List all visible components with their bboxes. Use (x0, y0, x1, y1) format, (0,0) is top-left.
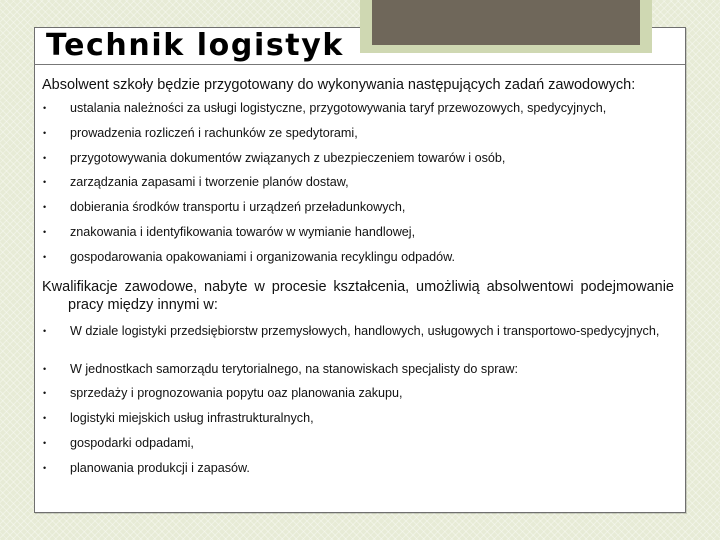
bullet-icon: • (43, 127, 47, 138)
bullet-icon: • (43, 413, 47, 424)
list-item-text: planowania produkcji i zapasów. (70, 460, 250, 475)
list-item-text: gospodarowania opakowaniami i organizowania recyklingu odpadów. (70, 249, 456, 264)
list-item (42, 386, 674, 411)
bullet-icon: • (43, 226, 47, 237)
title-divider (34, 64, 685, 65)
list-item-text: sprzedaży i prognozowania popytu oaz planowania zakupu, (70, 386, 403, 401)
list-item (42, 101, 674, 126)
slide-title: Technik logistyk (46, 28, 344, 63)
bullet-icon: • (43, 251, 47, 262)
list-item-text: dobierania środków transportu i urządzeń przeładunkowych, (70, 200, 406, 215)
bullet-icon: • (43, 202, 47, 213)
list-item-text: logistyki miejskich usług infrastrukturalnych, (70, 411, 314, 426)
bullet-icon: • (43, 152, 47, 163)
bullet-icon: • (43, 325, 47, 336)
tasks-list (42, 101, 674, 275)
list-item (42, 411, 674, 436)
list-item (42, 461, 674, 486)
list-item (42, 436, 674, 461)
list-item (42, 200, 674, 225)
bullet-icon: • (43, 462, 47, 473)
list-item-text: W dziale logistyki przedsiębiorstw przemysłowych, handlowych, usługowych i transportowo-spedycyjnych, (70, 323, 660, 338)
decorative-accent-inner (372, 0, 640, 45)
list-item (42, 126, 674, 151)
section-heading-qualifications: Kwalifikacje zawodowe, nabyte w procesie kształcenia, umożliwią absolwentowi podejmowanie pracy między innymi w: (42, 278, 674, 313)
qualifications-list (42, 324, 674, 486)
list-item-text: znakowania i identyfikowania towarów w wymianie handlowej, (70, 224, 416, 239)
section-heading-tasks: Absolwent szkoły będzie przygotowany do wykonywania następujących zadań zawodowych: (42, 77, 636, 93)
slide-content (42, 76, 674, 486)
bullet-icon: • (43, 363, 47, 374)
list-item-text: ustalania należności za usługi logistyczne, przygotowywania taryf przewozowych, spedycyjnych, (70, 101, 607, 115)
list-item-text: zarządzania zapasami i tworzenie planów dostaw, (70, 175, 349, 190)
list-item-text: przygotowywania dokumentów związanych z ubezpieczeniem towarów i osób, (70, 150, 506, 165)
list-item (42, 250, 674, 275)
bullet-icon: • (43, 177, 47, 188)
bullet-icon: • (43, 388, 47, 399)
list-item (42, 324, 674, 362)
list-item (42, 175, 674, 200)
list-item (42, 151, 674, 176)
list-item-text: gospodarki odpadami, (70, 435, 194, 450)
list-item (42, 225, 674, 250)
bullet-icon: • (43, 103, 47, 113)
list-item (42, 362, 674, 387)
bullet-icon: • (43, 437, 47, 448)
list-item-text: W jednostkach samorządu terytorialnego, na stanowiskach specjalisty do spraw: (70, 361, 518, 376)
list-item-text: prowadzenia rozliczeń i rachunków ze spedytorami, (70, 125, 358, 140)
